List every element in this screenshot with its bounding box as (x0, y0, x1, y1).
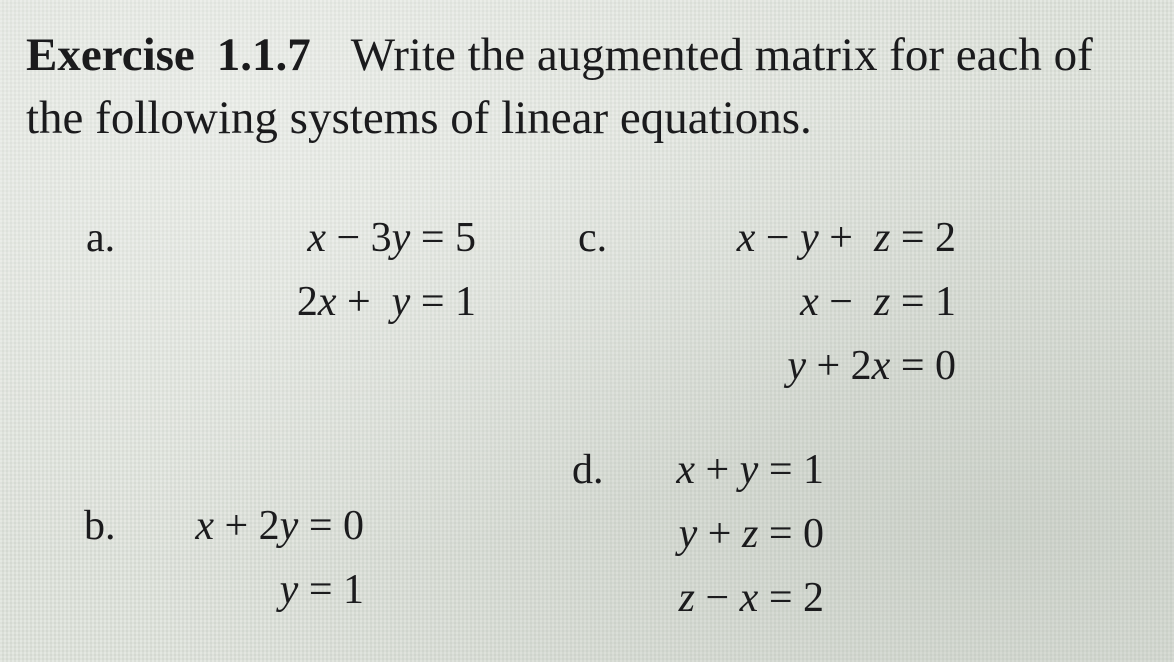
equation: x − 3y = 5 (307, 215, 476, 261)
equation: x − y + z = 2 (736, 215, 956, 261)
equation: y = 1 (279, 567, 364, 613)
exercise-instruction: Write the augmented matrix for each of the following systems of linear equations. (26, 29, 1093, 144)
problem-b-letter: b. (84, 503, 116, 549)
equation: x + 2y = 0 (195, 503, 364, 549)
exercise-heading (26, 24, 1146, 150)
problem-a-letter: a. (86, 215, 116, 261)
exercise-label: Exercise (26, 29, 195, 81)
problem-b-equations (124, 494, 364, 622)
equation: z − x = 2 (678, 575, 824, 621)
equation: y + 2x = 0 (787, 343, 956, 389)
problem-a-equations (146, 206, 476, 334)
problem-d-letter: d. (572, 447, 604, 493)
problem-c-equations (618, 206, 956, 398)
problem-c-letter: c. (578, 215, 608, 261)
equation: 2x + y = 1 (296, 279, 476, 325)
equation: x − z = 1 (800, 279, 956, 325)
equation: x + y = 1 (676, 447, 824, 493)
equation: y + z = 0 (678, 511, 824, 557)
problem-d-equations (612, 438, 824, 630)
exercise-number: 1.1.7 (216, 29, 311, 81)
